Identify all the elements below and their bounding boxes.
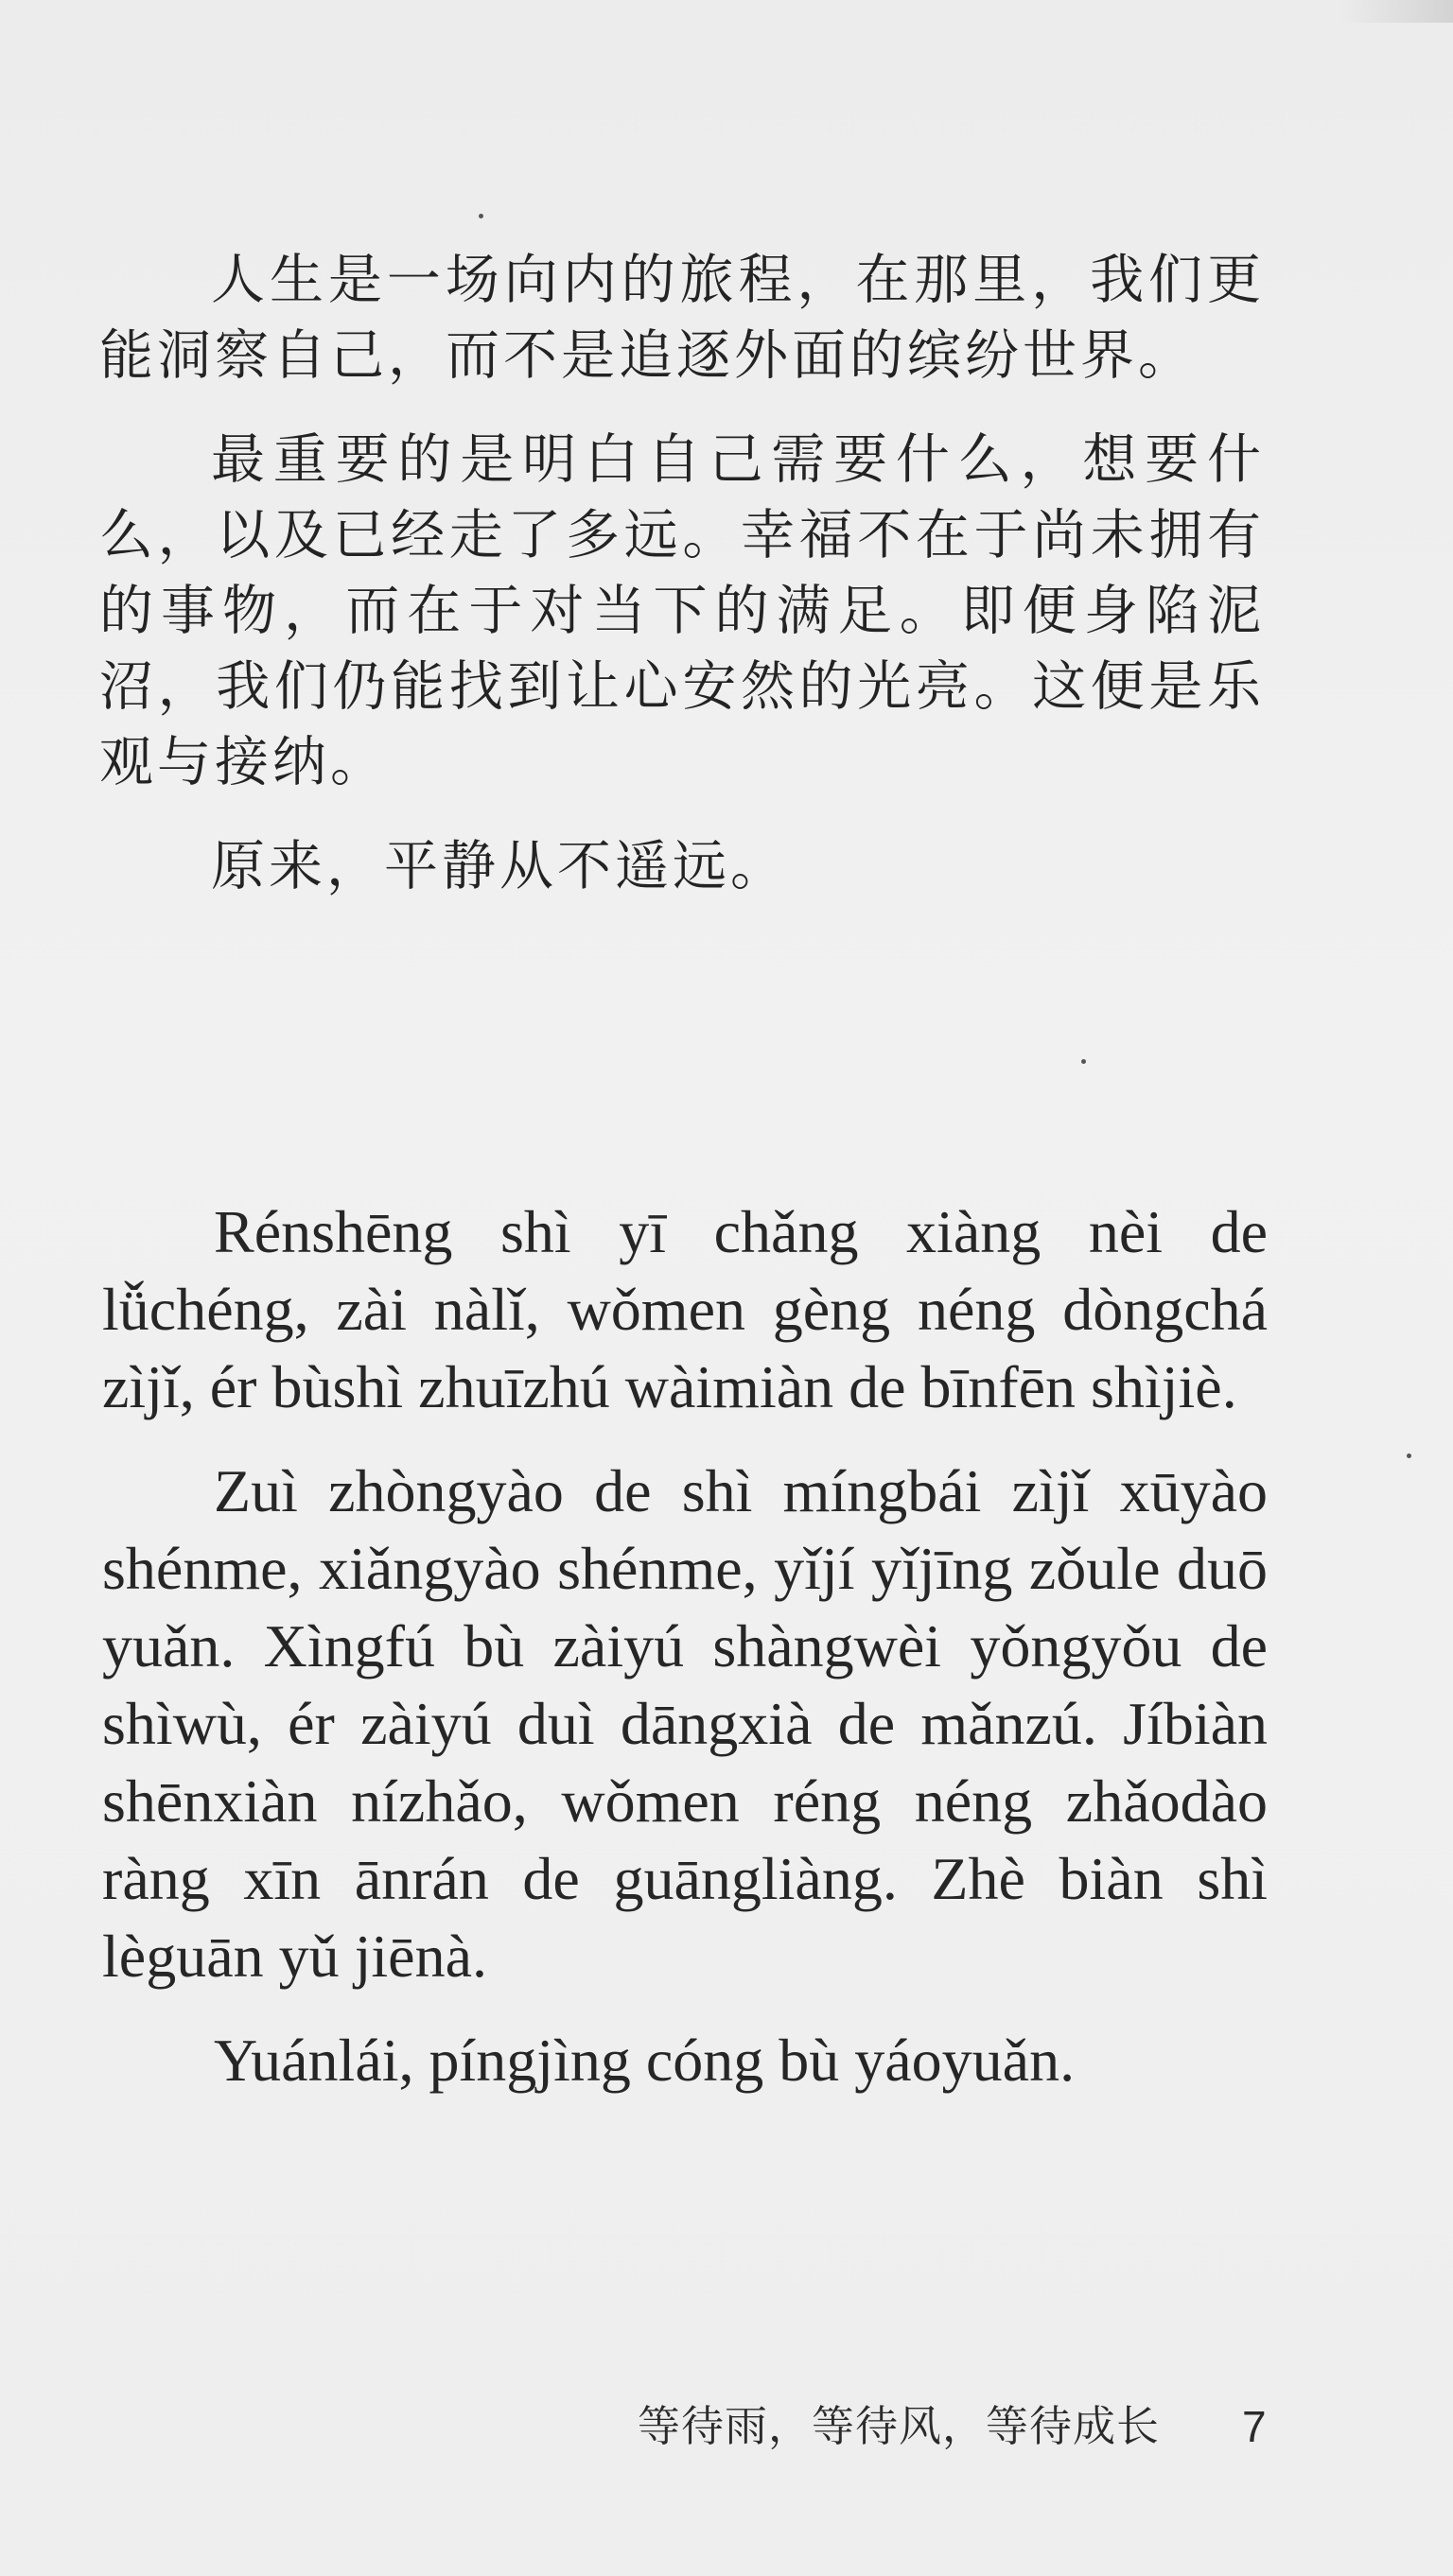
page-footer <box>0 2398 1453 2464</box>
print-speck <box>1081 1059 1086 1064</box>
print-speck <box>1407 1453 1411 1458</box>
pinyin-paragraph-3: Yuánlái, píngjìng cóng bù yáoyuǎn. <box>214 2027 1076 2094</box>
pinyin-paragraph-1: Rénshēng shì yī chǎng xiàng nèi de lǚchéng, zài nàlǐ, wǒmen gèng néng dòngchá zìjǐ, ér bùshì zhuīzhú wàimiàn de bīnfēn shìjiè. <box>102 1198 1268 1420</box>
chinese-paragraph-1: 人生是一场向内的旅程，在那里，我们更能洞察自己，而不是追逐外面的缤纷世界。 <box>99 249 1265 387</box>
chinese-paragraph-3: 原来，平静从不遥远。 <box>211 835 788 897</box>
pinyin-text-block <box>102 1193 1268 2126</box>
page-number: 7 <box>1242 2402 1267 2451</box>
print-speck <box>479 214 483 218</box>
pinyin-paragraph-2: Zuì zhòngyào de shì míngbái zìjǐ xūyào shénme, xiǎngyào shénme, yǐjí yǐjīng zǒule duō yuǎn. Xìngfú bù zàiyú shàngwèi yǒngyǒu de shìwù, ér zàiyú duì dāngxià de mǎnzú. Jíbiàn shēnxiàn nízhǎo, wǒmen réng néng zhǎodào ràng xīn ānrán de guāngliàng. Zhè biàn shì lèguān yǔ jiēnà. <box>102 1457 1268 1990</box>
chinese-text-block <box>99 242 1265 932</box>
page-edge-shadow <box>1339 0 1453 23</box>
chinese-paragraph-2: 最重要的是明白自己需要什么，想要什么，以及已经走了多远。幸福不在于尚未拥有的事物，而在于对当下的满足。即便身陷泥沼，我们仍能找到让心安然的光亮。这便是乐观与接纳。 <box>99 428 1265 793</box>
running-title: 等待雨，等待风，等待成长 <box>637 2401 1160 2451</box>
